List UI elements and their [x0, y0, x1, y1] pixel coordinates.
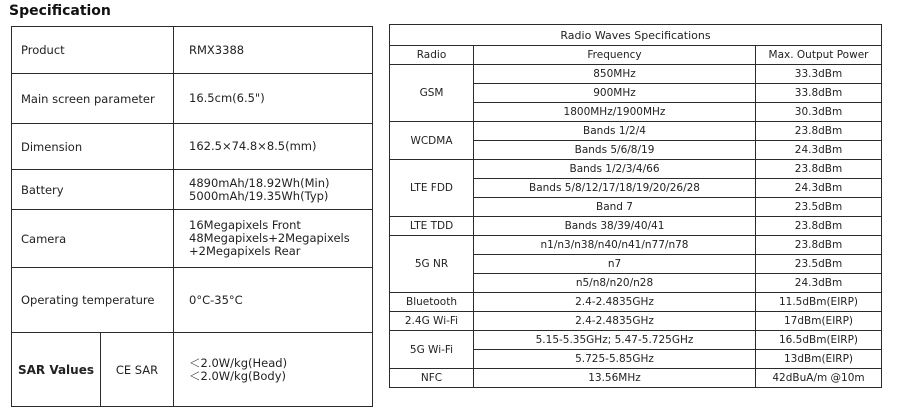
power-cell: 23.8dBm — [756, 236, 882, 255]
frequency-cell: Bands 1/2/3/4/66 — [474, 160, 756, 179]
power-cell: 24.3dBm — [756, 141, 882, 160]
specification-table — [11, 26, 373, 407]
radio-type-cell: LTE TDD — [390, 217, 474, 236]
power-cell: 33.8dBm — [756, 84, 882, 103]
frequency-cell: 2.4-2.4835GHz — [474, 293, 756, 312]
power-cell: 16.5dBm(EIRP) — [756, 331, 882, 350]
frequency-cell: Bands 5/8/12/17/18/19/20/26/28 — [474, 179, 756, 198]
sar-value — [174, 333, 373, 407]
radio-row — [390, 217, 882, 236]
radio-header: Radio — [390, 46, 474, 65]
power-cell: 33.3dBm — [756, 65, 882, 84]
battery-label: Battery — [12, 170, 174, 210]
camera-value-front: 16Megapixels Front — [189, 218, 301, 232]
battery-value-min: 4890mAh/18.92Wh(Min) — [189, 175, 330, 190]
frequency-cell: 2.4-2.4835GHz — [474, 312, 756, 331]
power-cell: 17dBm(EIRP) — [756, 312, 882, 331]
frequency-cell: 850MHz — [474, 65, 756, 84]
radio-row — [390, 331, 882, 350]
power-header: Max. Output Power — [756, 46, 882, 65]
radio-row — [390, 312, 882, 331]
sar-value-head: ＜2.0W/kg(Head) — [189, 355, 288, 370]
spec-row-dimension — [12, 124, 373, 170]
power-cell: 30.3dBm — [756, 103, 882, 122]
frequency-cell: 900MHz — [474, 84, 756, 103]
radio-type-cell: GSM — [390, 65, 474, 122]
radio-type-cell: LTE FDD — [390, 160, 474, 217]
sar-label: SAR Values — [12, 333, 101, 407]
power-cell: 24.3dBm — [756, 274, 882, 293]
radio-type-cell: NFC — [390, 369, 474, 388]
radio-header-row — [390, 46, 882, 65]
screen-value: 16.5cm(6.5") — [174, 74, 373, 124]
radio-type-cell: WCDMA — [390, 122, 474, 160]
spec-row-product — [12, 27, 373, 74]
radio-type-cell: 5G NR — [390, 236, 474, 293]
battery-value — [174, 170, 373, 210]
radio-row — [390, 236, 882, 255]
temperature-value: 0°C-35°C — [174, 268, 373, 333]
spec-row-screen — [12, 74, 373, 124]
power-cell: 23.8dBm — [756, 160, 882, 179]
battery-value-typ: 5000mAh/19.35Wh(Typ) — [189, 188, 329, 203]
power-cell: 11.5dBm(EIRP) — [756, 293, 882, 312]
frequency-cell: 1800MHz/1900MHz — [474, 103, 756, 122]
power-cell: 23.8dBm — [756, 122, 882, 141]
spec-row-sar — [12, 333, 373, 407]
frequency-cell: 5.15-5.35GHz; 5.47-5.725GHz — [474, 331, 756, 350]
frequency-cell: Bands 1/2/4 — [474, 122, 756, 141]
radio-row — [390, 160, 882, 179]
radio-type-cell: 5G Wi-Fi — [390, 331, 474, 369]
frequency-cell: Bands 38/39/40/41 — [474, 217, 756, 236]
spec-row-temperature — [12, 268, 373, 333]
temperature-label: Operating temperature — [12, 268, 174, 333]
power-cell: 24.3dBm — [756, 179, 882, 198]
sar-sublabel: CE SAR — [101, 333, 174, 407]
frequency-cell: Bands 5/6/8/19 — [474, 141, 756, 160]
power-cell: 23.5dBm — [756, 255, 882, 274]
product-label: Product — [12, 27, 174, 74]
spec-row-camera — [12, 210, 373, 268]
camera-value — [174, 210, 373, 268]
power-cell: 23.8dBm — [756, 217, 882, 236]
frequency-cell: 13.56MHz — [474, 369, 756, 388]
radio-row — [390, 122, 882, 141]
spec-row-battery — [12, 170, 373, 210]
frequency-header: Frequency — [474, 46, 756, 65]
camera-label: Camera — [12, 210, 174, 268]
radio-row — [390, 369, 882, 388]
power-cell: 42dBuA/m @10m — [756, 369, 882, 388]
dimension-label: Dimension — [12, 124, 174, 170]
sar-value-body: ＜2.0W/kg(Body) — [189, 368, 287, 383]
frequency-cell: n7 — [474, 255, 756, 274]
frequency-cell: 5.725-5.85GHz — [474, 350, 756, 369]
camera-value-rear-1: 48Megapixels+2Megapixels — [189, 231, 350, 245]
radio-row — [390, 65, 882, 84]
power-cell: 13dBm(EIRP) — [756, 350, 882, 369]
frequency-cell: Band 7 — [474, 198, 756, 217]
radio-title-row — [390, 25, 882, 46]
radio-type-cell: Bluetooth — [390, 293, 474, 312]
power-cell: 23.5dBm — [756, 198, 882, 217]
camera-value-rear-2: +2Megapixels Rear — [189, 244, 301, 258]
radio-table-title: Radio Waves Specifications — [390, 25, 882, 46]
page-title: Specification — [9, 3, 111, 19]
radio-waves-table — [389, 24, 882, 388]
radio-type-cell: 2.4G Wi-Fi — [390, 312, 474, 331]
frequency-cell: n1/n3/n38/n40/n41/n77/n78 — [474, 236, 756, 255]
screen-label: Main screen parameter — [12, 74, 174, 124]
frequency-cell: n5/n8/n20/n28 — [474, 274, 756, 293]
product-value: RMX3388 — [174, 27, 373, 74]
dimension-value: 162.5×74.8×8.5(mm) — [174, 124, 373, 170]
radio-row — [390, 293, 882, 312]
